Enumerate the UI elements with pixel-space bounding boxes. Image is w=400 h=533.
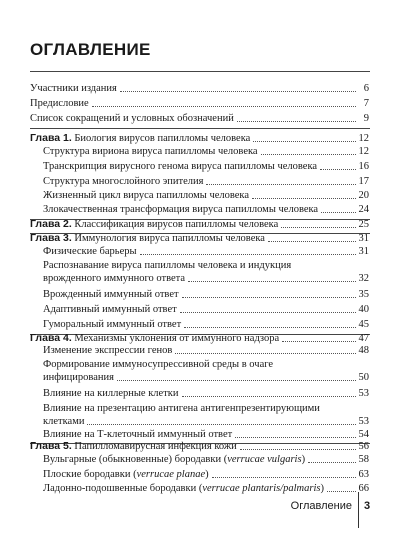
toc-chapter[interactable]: Глава 2. Классификация вирусов папилломы человека 25 bbox=[30, 218, 369, 230]
toc-subentry[interactable]: Распознавание вируса папилломы человека и индукция врожденного иммунного ответа 32 bbox=[43, 260, 369, 284]
title-divider bbox=[30, 71, 370, 72]
running-footer-label: Оглавление bbox=[290, 500, 352, 512]
toc-subentry[interactable]: Влияние на Т-клеточный иммунный ответ 54 bbox=[43, 429, 369, 440]
toc-subentry[interactable]: Вульгарные (обыкновенные) бородавки (verrucae vulgaris) 58 bbox=[43, 454, 369, 465]
toc-chapter[interactable]: Глава 3. Иммунология вируса папилломы человека 31 bbox=[30, 232, 369, 244]
toc-subentry[interactable]: Изменение экспрессии генов 48 bbox=[43, 345, 369, 356]
toc-subentry[interactable]: Гуморальный иммунный ответ 45 bbox=[43, 319, 369, 330]
toc-entry[interactable]: Предисловие 7 bbox=[30, 98, 369, 109]
toc-subentry[interactable]: Физические барьеры 31 bbox=[43, 246, 369, 257]
toc-entry[interactable]: Список сокращений и условных обозначений 9 bbox=[30, 113, 369, 124]
page-title: ОГЛАВЛЕНИЕ bbox=[30, 40, 151, 59]
footer-divider bbox=[358, 492, 359, 528]
page-number: 3 bbox=[364, 500, 371, 512]
toc-subentry[interactable]: Формирование иммуносупрессивной среды в очаге инфицирования 50 bbox=[43, 359, 369, 383]
toc-subentry[interactable]: Транскрипция вирусного генома вируса папилломы человека 16 bbox=[43, 161, 369, 172]
toc-subentry[interactable]: Плоские бородавки (verrucae planae) 63 bbox=[43, 469, 369, 480]
toc-subentry[interactable]: Жизненный цикл вируса папилломы человека 20 bbox=[43, 190, 369, 201]
toc-chapter[interactable]: Глава 4. Механизмы уклонения от иммунного надзора 47 bbox=[30, 332, 369, 344]
toc-subentry[interactable]: Влияние на презентацию антигена антигенпрезентирующими клетками 53 bbox=[43, 403, 369, 427]
section-divider bbox=[30, 128, 370, 129]
toc-subentry[interactable]: Ладонно-подошвенные бородавки (verrucae plantaris/palmaris) 66 bbox=[43, 483, 369, 494]
toc-subentry[interactable]: Структура вириона вируса папилломы человека 12 bbox=[43, 146, 369, 157]
toc-chapter[interactable]: Глава 1. Биология вирусов папилломы человека 12 bbox=[30, 132, 369, 144]
toc-subentry[interactable]: Врожденный иммунный ответ 35 bbox=[43, 289, 369, 300]
toc-subentry[interactable]: Злокачественная трансформация вируса папилломы человека 24 bbox=[43, 204, 369, 215]
toc-subentry[interactable]: Адаптивный иммунный ответ 40 bbox=[43, 304, 369, 315]
toc-entry[interactable]: Участники издания 6 bbox=[30, 83, 369, 94]
toc-chapter[interactable]: Глава 5. Папилломавирусная инфекция кожи 56 bbox=[30, 440, 369, 452]
toc-subentry[interactable]: Структура многослойного эпителия 17 bbox=[43, 176, 369, 187]
toc-subentry[interactable]: Влияние на киллерные клетки 53 bbox=[43, 388, 369, 399]
